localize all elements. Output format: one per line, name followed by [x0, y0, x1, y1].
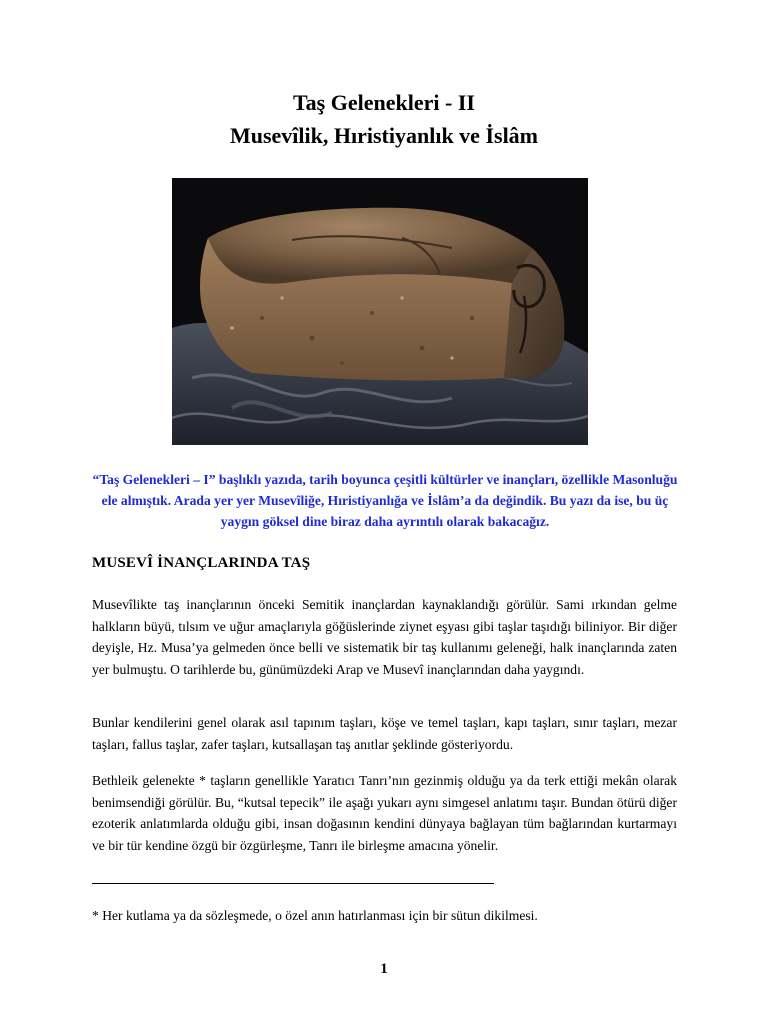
title-line-2: Musevîlik, Hıristiyanlık ve İslâm — [229, 123, 539, 148]
intro-paragraph: “Taş Gelenekleri – I” başlıklı yazıda, tarih boyunca çeşitli kültürler ve inançları, özellikle Masonluğu ele almıştık. Arada yer yer Musevîliğe, Hıristiyanlığa ve İslâm’a da değindik. Bu yazı da ise, bu üç yaygın göksel dine biraz daha ayrıntılı olarak bakacağız. — [92, 472, 678, 529]
section-heading: MUSEVÎ İNANÇLARINDA TAŞ — [92, 555, 311, 571]
body-paragraph-3: Bethleik gelenekte * taşların genellikle Yaratıcı Tanrı’nın gezinmiş olduğu ya da terk ettiği mekân olarak benimsendiği görülür. Bu, “kutsal tepecik” ile aşağı yukarı aynı simgesel anlatımı taşır. Bundan ötürü diğer ezoterik anlatımlarda olduğu gibi, insan doğasının kendini dünyaya bağlayan tüm bağlarından kurtarmayı ve bir tür kendine özgü bir özgürleşme, Tanrı ile birleşme amacına yönelir. — [92, 773, 677, 853]
body-paragraph-2: Bunlar kendilerini genel olarak asıl tapınım taşları, köşe ve temel taşları, kapı taşları, sınır taşları, mezar taşları, fallus taşlar, zafer taşları, kutsallaşan taş anıtlar şeklinde gösteriyordu. — [92, 715, 677, 752]
footnote-divider — [92, 883, 494, 884]
title-line-1: Taş Gelenekleri - II — [293, 90, 475, 115]
ancient-stone-photo — [172, 178, 588, 445]
page-title — [0, 86, 768, 152]
footnote: * Her kutlama ya da sözleşmede, o özel anın hatırlanması için bir sütun dikilmesi. — [92, 908, 538, 923]
page-number: 1 — [380, 961, 388, 977]
body-paragraph-1: Musevîlikte taş inançlarının önceki Semitik inançlardan kaynaklandığı görülür. Sami ırkından gelme halkların büyü, tılsım ve uğur amaçlarıyla göğüslerinde ziynet eşyası gibi taşlar taşıdığı biliniyor. Bir diğer deyişle, Hz. Musa’ya gelmeden önce belli ve sistematik bir taş kullanımı geleneği, halk inançlarında zaten yer bulmuştu. O tarihlerde bu, günümüzdeki Arap ve Musevî inançlarından daha yaygındı. — [92, 597, 677, 677]
